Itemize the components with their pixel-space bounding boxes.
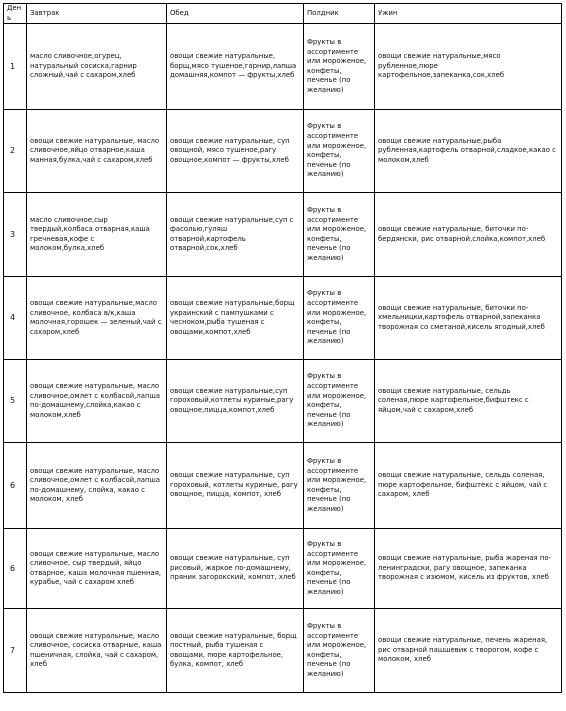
cell-lunch: овощи свежие натуральные, борщ постный, рыба тушеная с овощами, пюре картофельное, булка, компот, хлеб (167, 609, 304, 693)
table-row (4, 360, 562, 443)
cell-breakfast: масло сливочное,огурец, натуральный сосиска,гарнир сложный,чай с сахаром,хлеб (27, 24, 167, 110)
cell-lunch: овощи свежие натуральные, суп рисовый, жаркое по-домашнему, пряник загорокский, компот, хлеб (167, 529, 304, 609)
cell-snack: Фрукты в ассортименте или мороженое, конфеты, печенье (по желанию) (304, 360, 375, 443)
table-row (4, 609, 562, 693)
cell-breakfast: овощи свежие натуральные, масло сливочное, сосиска отварные, каша пшеничная, слойка, чай с сахаром, хлеб (27, 609, 167, 693)
cell-breakfast: овощи свежие натуральные, масло сливочное,омлет с колбасой,лапша по-домашнему,слойка,какао с молоком,хлеб (27, 360, 167, 443)
cell-day: 7 (4, 609, 27, 693)
cell-breakfast: овощи свежие натуральные, масло сливочное,омлет с колбасой,лапша по-домашнему, слойка, какао с молоком, хлеб (27, 443, 167, 529)
table-row (4, 529, 562, 609)
cell-day: 4 (4, 277, 27, 360)
menu-table (3, 3, 562, 693)
header-row (4, 4, 562, 24)
header-day: День (4, 4, 27, 24)
cell-day: 3 (4, 193, 27, 277)
cell-lunch: овощи свежие натуральные,суп гороховый,котлеты куриные,рагу овощное,пицца,компот,хлеб (167, 360, 304, 443)
table-row (4, 110, 562, 193)
table-row (4, 443, 562, 529)
cell-dinner: овощи свежие натуральные, рыба жареная по-ленинградски, рагу овощное, запеканка творожная с изюмом, кисель из фруктов, хлеб (375, 529, 562, 609)
cell-breakfast: масло сливочное,сыр твердый,колбаса отварная,каша гречневая,кофе с молоком,булка,хлеб (27, 193, 167, 277)
cell-snack: Фрукты в ассортименте или мороженое, конфеты, печенье (по желанию) (304, 277, 375, 360)
header-dinner: Ужин (375, 4, 562, 24)
cell-day: 2 (4, 110, 27, 193)
cell-dinner: овощи свежие натуральные, биточки по-бердянски, рис отварной,слойка,компот,хлеб (375, 193, 562, 277)
cell-lunch: овощи свежие натуральные, суп гороховый, котлеты куриные, рагу овощное, пицца, компот, хлеб (167, 443, 304, 529)
cell-day: 6 (4, 443, 27, 529)
cell-snack: Фрукты в ассортименте или мороженое, конфеты, печенье (по желанию) (304, 609, 375, 693)
cell-lunch: овощи свежие натуральные, суп овощной, мясо тушеное,рагу овощное,компот — фрукты,хлеб (167, 110, 304, 193)
cell-day: 6 (4, 529, 27, 609)
header-snack: Полдник (304, 4, 375, 24)
cell-lunch: овощи свежие натуральные, борщ,мясо тушеное,гарнир,лапша домашняя,компот — фрукты,хлеб (167, 24, 304, 110)
cell-breakfast: овощи свежие натуральные,масло сливочное, колбаса в/к,каша молочная,горошек — зеленый,чай с сахаром,хлеб (27, 277, 167, 360)
cell-breakfast: овощи свежие натуральные, масло сливочное,яйцо отварное,каша манная,булка,чай с сахаром,хлеб (27, 110, 167, 193)
cell-dinner: овощи свежие натуральные,рыба рубленная,картофель отварной,сладкое,какао с молоком,хлеб (375, 110, 562, 193)
cell-snack: Фрукты в ассортименте или мороженое, конфеты, печенье (по желанию) (304, 110, 375, 193)
cell-snack: Фрукты в ассортименте или мороженое, конфеты, печенье (по желанию) (304, 24, 375, 110)
cell-snack: Фрукты в ассортименте или мороженое, конфеты, печенье (по желанию) (304, 193, 375, 277)
cell-dinner: овощи свежие натуральные, сельдь соленая,пюре картофельное,бифштекс с яйцом,чай с сахаром,хлеб (375, 360, 562, 443)
cell-dinner: овощи свежие натуральные, печень жареная, рис отварной пашшевик с творогом, кофе с молоком, хлеб (375, 609, 562, 693)
cell-day: 1 (4, 24, 27, 110)
cell-dinner: овощи свежие натуральные, биточки по-хмельницки,картофель отварной,запеканка творожная со сметаной,кисель ягодный,хлеб (375, 277, 562, 360)
table-row (4, 193, 562, 277)
cell-breakfast: овощи свежие натуральные, масло сливочное, сыр твердый, яйцо отварное, каша молочная пшенная, курабье, чай с сахаром хлеб (27, 529, 167, 609)
cell-dinner: овощи свежие натуральные,мясо рубленное,пюре картофельное,запеканка,сок,хлеб (375, 24, 562, 110)
cell-snack: Фрукты в ассортименте или мороженое, конфеты, печенье (по желанию) (304, 443, 375, 529)
cell-dinner: овощи свежие натуральные, сельдь соленая, пюре картофельное, бифштекс с яйцом, чай с сахаром, хлеб (375, 443, 562, 529)
header-breakfast: Завтрак (27, 4, 167, 24)
table-row (4, 24, 562, 110)
cell-lunch: овощи свежие натуральные,борщ украинский с пампушками с чесноком,рыба тушеная с овощами,компот,хлеб (167, 277, 304, 360)
cell-day: 5 (4, 360, 27, 443)
cell-lunch: овощи свежие натуральные,суп с фасолью,гуляш отварной,картофель отварной,сок,хлеб (167, 193, 304, 277)
header-lunch: Обед (167, 4, 304, 24)
table-row (4, 277, 562, 360)
cell-snack: Фрукты в ассортименте или мороженое, конфеты, печенье (по желанию) (304, 529, 375, 609)
